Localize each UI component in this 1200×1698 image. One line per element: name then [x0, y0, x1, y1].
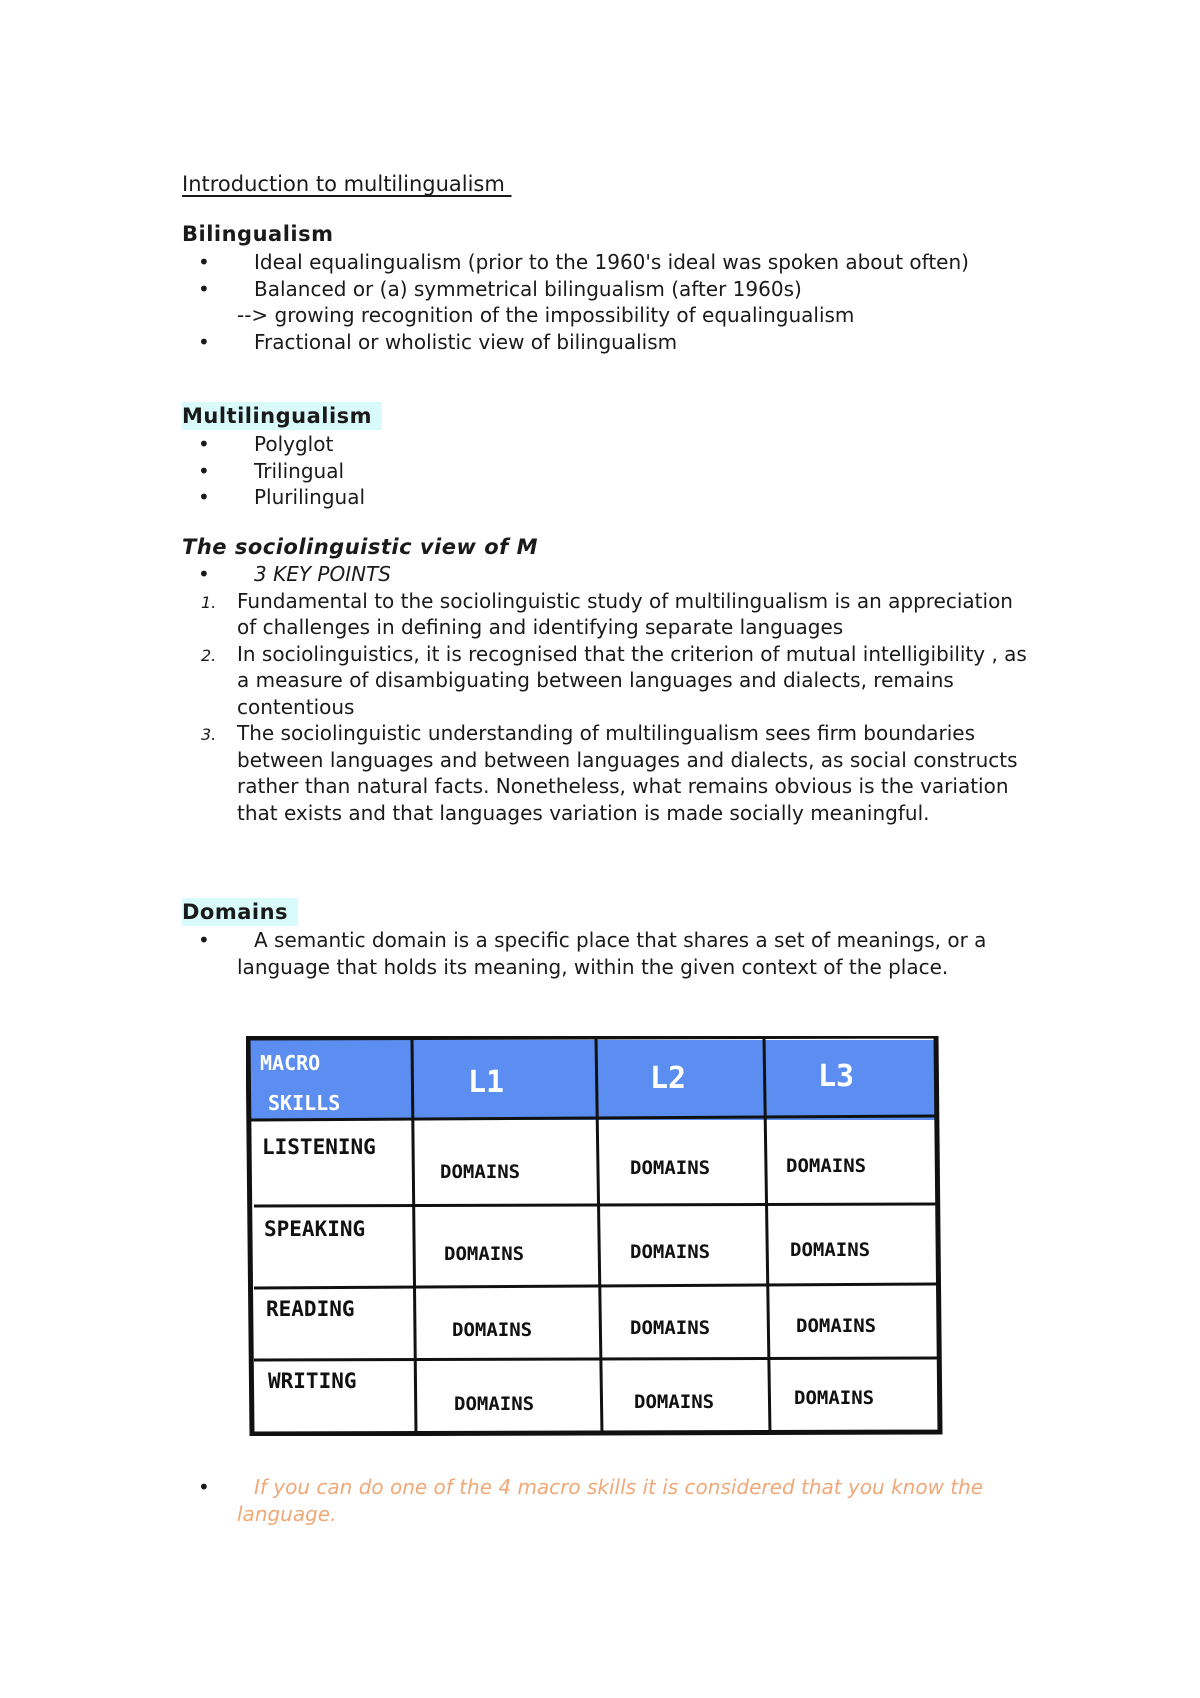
- heading-highlight: Multilingualism: [182, 402, 382, 430]
- macro-skills-table: [246, 1036, 946, 1436]
- table-cell: DOMAINS: [444, 1243, 525, 1265]
- table-cell: DOMAINS: [786, 1155, 867, 1177]
- list-item-text: Fundamental to the sociolinguistic study of multilingualism is an appreciation of challenges in defining and identifying separate languages: [237, 588, 1013, 639]
- list-item: [0, 431, 1027, 458]
- bullet-icon: •: [198, 562, 210, 586]
- bullet-icon: •: [198, 276, 210, 301]
- numbered-item: [0, 641, 1027, 721]
- list-item-text: Ideal equalingualism (prior to the 1960's ideal was spoken about often): [254, 250, 969, 274]
- table-rule: [254, 1204, 938, 1206]
- list-item-continuation: [0, 302, 1027, 329]
- table-cell: DOMAINS: [630, 1317, 711, 1339]
- table-row-skill: LISTENING: [262, 1135, 376, 1159]
- bullet-icon: •: [198, 329, 210, 354]
- list-item-text: The sociolinguistic understanding of multilingualism sees firm boundaries between languages and between languages and dialects, as social constructs rather than natural facts. Nonetheless, what remains obvious is the variation that exists and that languages variation is made socially meaningful.: [237, 721, 1018, 825]
- table-header-l2: L2: [650, 1061, 687, 1096]
- table-rule: [254, 1358, 938, 1360]
- note-list: [0, 1474, 1027, 1527]
- list-item-text: Fractional or wholistic view of bilingualism: [254, 329, 678, 354]
- bullet-icon: •: [198, 458, 210, 483]
- table-header-l3: L3: [818, 1059, 855, 1094]
- table-cell: DOMAINS: [452, 1319, 533, 1341]
- heading-sociolinguistic: The sociolinguistic view of M: [182, 535, 538, 559]
- numbered-item: [0, 720, 1027, 826]
- bullet-icon: •: [198, 250, 210, 274]
- list-item: [0, 276, 1027, 303]
- table-cell: DOMAINS: [796, 1315, 877, 1337]
- table-row-skill: SPEAKING: [264, 1217, 366, 1241]
- list-item-text: A semantic domain is a specific place that shares a set of meanings, or a language that holds its meaning, within the given context of the place.: [237, 928, 987, 979]
- table-rule: [254, 1284, 938, 1288]
- table-header-macro: MACRO: [260, 1051, 321, 1075]
- heading-domains: [182, 900, 298, 924]
- list-item-text: In sociolinguistics, it is recognised that the criterion of mutual intelligibility , as a measure of disambiguating between languages and dialects, remains contentious: [237, 641, 1027, 719]
- key-points-label: 3 KEY POINTS: [254, 562, 391, 586]
- table-cell: DOMAINS: [634, 1391, 715, 1413]
- bullet-icon: •: [198, 485, 210, 509]
- numbered-item: [0, 588, 1027, 641]
- list-item: [0, 484, 1027, 511]
- table-cell: DOMAINS: [794, 1387, 875, 1409]
- list-item: [0, 458, 1027, 485]
- table-header-l1: L1: [468, 1065, 505, 1100]
- heading-highlight: Domains: [182, 898, 298, 926]
- table-row-skill: WRITING: [268, 1369, 357, 1393]
- list-item: [0, 561, 1027, 588]
- page-title: Introduction to multilingualism: [182, 172, 512, 196]
- list-item: [0, 329, 1027, 356]
- table-header-skills: SKILLS: [268, 1091, 341, 1115]
- heading-bilingualism: Bilingualism: [182, 222, 334, 246]
- list-item: [0, 1474, 1027, 1527]
- table-cell: DOMAINS: [630, 1241, 711, 1263]
- multilingualism-list: [0, 431, 1027, 511]
- item-number: 1.: [201, 592, 217, 612]
- heading-multilingualism: [182, 404, 382, 428]
- bilingualism-list: [0, 249, 1027, 355]
- bullet-icon: •: [198, 1475, 210, 1499]
- list-item-text: Trilingual: [254, 458, 345, 483]
- sociolinguistic-list: [0, 561, 1027, 826]
- bullet-icon: •: [198, 432, 210, 456]
- table-cell: DOMAINS: [440, 1161, 521, 1183]
- bullet-icon: •: [198, 928, 210, 952]
- table-cell: DOMAINS: [454, 1393, 535, 1415]
- item-number: 3.: [201, 725, 217, 744]
- list-item: [0, 927, 1027, 980]
- macro-skills-note: If you can do one of the 4 macro skills it is considered that you know the language.: [237, 1475, 984, 1526]
- domains-list: [0, 927, 1027, 980]
- item-number: 2.: [201, 645, 217, 665]
- table-cell: DOMAINS: [630, 1157, 711, 1179]
- table-cell: DOMAINS: [790, 1239, 871, 1261]
- table-row-skill: READING: [266, 1297, 355, 1321]
- list-item: [0, 249, 1027, 276]
- list-item-text: --> growing recognition of the impossibility of equalingualism: [237, 303, 855, 327]
- list-item-text: Plurilingual: [254, 485, 366, 509]
- list-item-text: Balanced or (a) symmetrical bilingualism (after 1960s): [254, 276, 802, 301]
- list-item-text: Polyglot: [254, 432, 334, 456]
